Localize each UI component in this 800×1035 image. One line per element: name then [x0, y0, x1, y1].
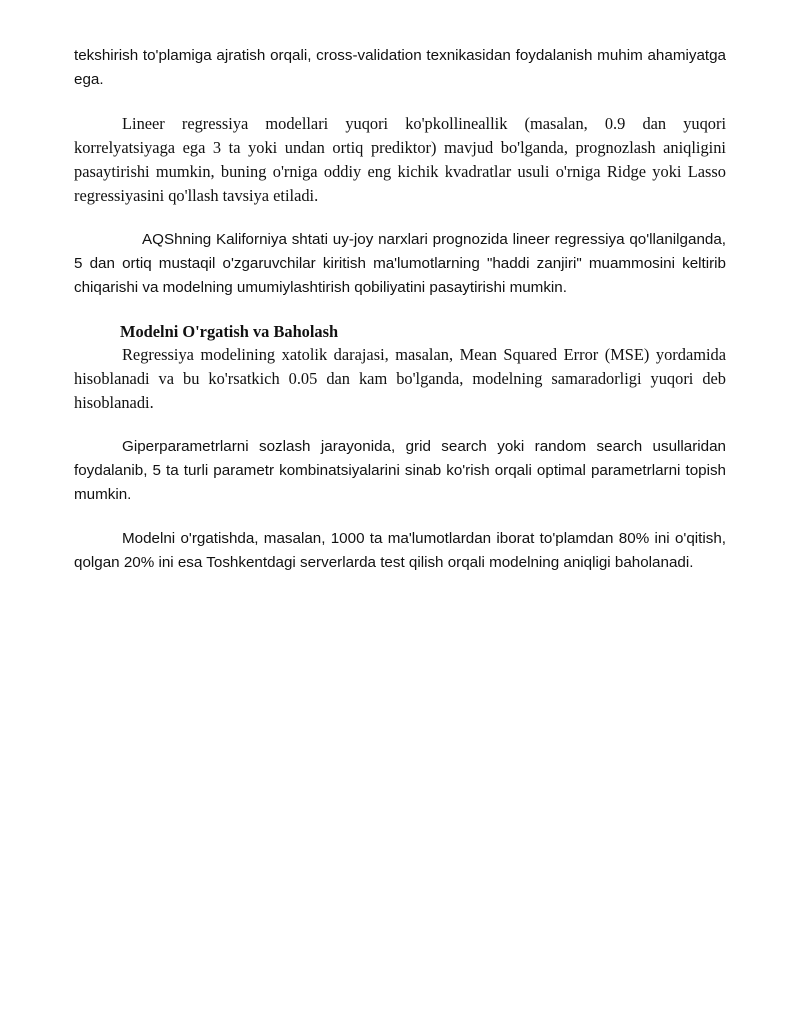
paragraph-train-test-split: Modelni o'rgatishda, masalan, 1000 ta ma'lumotlardan iborat to'plamdan 80% ini o'qitish, qolgan 20% ini esa Toshkentdagi serverlarda test qilish orqali modelning aniqligi baholanadi. — [74, 530, 726, 571]
paragraph-continuation: tekshirish to'plamiga ajratish orqali, cross-validation texnikasidan foydalanish muhim ahamiyatga ega. — [74, 47, 726, 88]
paragraph-california-housing: AQShning Kaliforniya shtati uy-joy narxlari prognozida lineer regressiya qo'llanilganda, 5 dan ortiq mustaqil o'zgaruvchilar kiritish ma'lumotlarning "haddi zanjiri" muammosini keltirib chiqarishi va modelning umumiylashtirish qobiliyatini pasaytirishi mumkin. — [74, 231, 726, 296]
document-page — [74, 44, 726, 575]
paragraph-hyperparameters: Giperparametrlarni sozlash jarayonida, grid search yoki random search usullaridan foydalanib, 5 ta turli parametr kombinatsiyalarini sinab ko'rish orqali optimal parametrlarni topish mumkin. — [74, 438, 726, 503]
paragraph-mse: Regressiya modelining xatolik darajasi, masalan, Mean Squared Error (MSE) yordamida hisoblanadi va bu ko'rsatkich 0.05 dan kam bo'lganda, modelning samaradorligi yuqori deb hisoblanadi. — [74, 345, 726, 412]
paragraph-multicollinearity: Lineer regressiya modellari yuqori ko'pkollineallik (masalan, 0.9 dan yuqori korrelyatsiyaga ega 3 ta yoki undan ortiq prediktor) mavjud bo'lganda, prognozlash aniqligini pasaytirishi mumkin, buning o'rniga oddiy eng kichik kvadratlar usuli o'rniga Ridge yoki Lasso regressiyasini qo'llash tavsiya etiladi. — [74, 114, 726, 205]
section-heading: Modelni O'rgatish va Baholash — [120, 322, 339, 341]
